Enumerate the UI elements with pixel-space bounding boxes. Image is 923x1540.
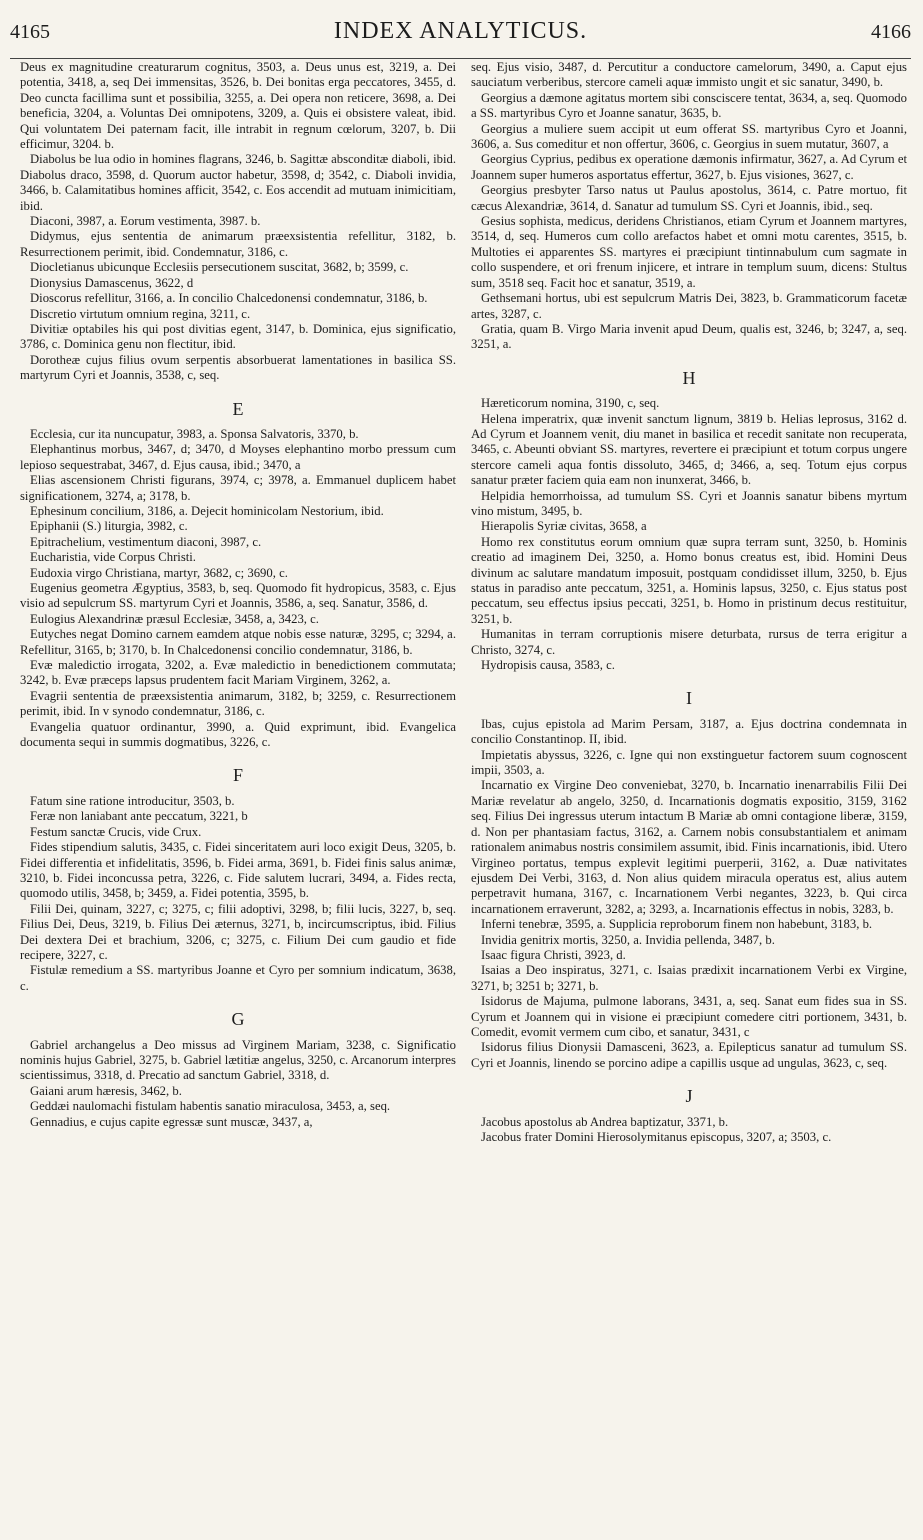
index-entry: Eudoxia virgo Christiana, martyr, 3682, c; 3690, c. xyxy=(30,565,288,580)
section-letter: E xyxy=(232,398,244,419)
index-entry: Deus ex magnitudine creaturarum cognitus, 3503, a. Deus unus est, 3219, a. Dei potentia, 3418, a, seq Dei immensitas, 3526, b. Dei bonitas erga peccatores, 3455, d. Deo cuncta facillima sunt et possibilia, 3255, a. Dei opera non reticere, 3698, a. Dei beneficia, 3204, a. Voluntas Dei omnipotens, 3209, a. Quis ei obsistere valeat, ibid. Qui voluntatem Dei paternam facit, ille intrabit in regnum cœlorum, 3207, b. Dii efficimur, 3204. b. xyxy=(20,60,456,152)
index-entry: Dorotheæ cujus filius ovum serpentis absorbuerat lamentationes in basilica SS. martyrum Cyri et Joannis, 3538, c, seq. xyxy=(20,352,456,383)
index-entry: Georgius a dæmone agitatus mortem sibi consciscere tentat, 3634, a, seq. Quomodo a SS. martyribus Cyro et Joanne sanatur, 3635, b. xyxy=(471,90,907,121)
section-letter: I xyxy=(686,688,692,709)
index-entry: Geddæi naulomachi fistulam habentis sanatio miraculosa, 3453, a, seq. xyxy=(30,1099,391,1114)
index-entry: Incarnatio ex Virgine Deo conveniebat, 3270, b. Incarnatio inenarrabilis Filii Dei Mariæ revelatur ab angelo, 3250, d. Incarnationis dogmatis expositio, 3159, 3162 seq. Filius Dei ingressus uterum intactum B Mariæ ab omni contagione liberæ, 3159, d. Non per phantasiam factus, 3162, a. Carnem nobis consubstantialem et animam rationalem animabus nostris consimilem assumit, ibid. Finis incarnationis, ibid. Utero Virgineo portatus, tempus explevit legitimi puerperii, 3162, a. Duæ nativitates ejusdem Dei Verbi, 3163, d. Non alius quidem miracula operatus est, alius autem perpetravit humana, 3167, c. Incarnationem Verbi negantes, 3223, b. Qui circa incarnationem erraverunt, 3282, a; 3293, a. Incarnationis effectus in nobis, 3283, b. xyxy=(471,778,907,916)
index-entry: Gethsemani hortus, ubi est sepulcrum Matris Dei, 3823, b. Grammaticorum facetæ artes, 3287, c. xyxy=(471,291,907,321)
index-entry: Epiphanii (S.) liturgia, 3982, c. xyxy=(30,519,188,534)
index-entry: Fistulæ remedium a SS. martyribus Joanne et Cyro per somnium indicatum, 3638, c. xyxy=(20,963,456,993)
index-entry: Georgius presbyter Tarso natus ut Paulus apostolus, 3614, c. Patre mortuo, fit cæcus Alexandriæ, 3614, d. Sanatur ad tumulum SS. Cyri et Joannis, ibid., seq. xyxy=(471,183,907,213)
index-entry: Elias ascensionem Christi figurans, 3974, c; 3978, a. Emmanuel duplicem habet significationem, 3274, a; 3178, b. xyxy=(20,473,456,503)
index-entry: Impietatis abyssus, 3226, c. Igne qui non exstinguetur factorem suum cognoscent impii, 3503, a. xyxy=(471,747,907,778)
section-letter: H xyxy=(682,367,696,388)
index-entry: Isaac figura Christi, 3923, d. xyxy=(481,947,626,962)
index-entry: Hierapolis Syriæ civitas, 3658, a xyxy=(481,519,647,534)
index-entry: Helena imperatrix, quæ invenit sanctum lignum, 3819 b. Helias leprosus, 3162 d. Ad Cyrum et Joannem venit, diu manet in basilica et recedit sanitate non recuperata, 3465, c. Abeunti obviant SS. martyres, revertere ei præcipiunt et totum corpus ungere stercore cameli aqua fontis dissoluto, 3465, d; 3466, a, seq. Totum ejus corpus sanatur præter faciem quia eam non inunxerat, 3466, b. xyxy=(471,411,907,488)
index-entry: Feræ non laniabant ante peccatum, 3221, b xyxy=(30,809,248,824)
index-entry: Homo rex constitutus eorum omnium quæ supra terram sunt, 3250, b. Hominis creatio ad imaginem Dei, 3250, a. Homo bonus creatus est, ibid. Homini Deus divinum ac salutare mandatum imposuit, postquam condidisset illum, 3250, b. Ejus status in paradiso ante peccatum, 3251, a. Hominis lapsus, 3250, c. Ejus status post peccatum, seu effectus ipsius peccati, 3251, b. Homo in pristinum decus restituitur, 3251, b. xyxy=(471,534,907,626)
index-entry: Eucharistia, vide Corpus Christi. xyxy=(30,550,196,565)
index-entry: Gratia, quam B. Virgo Maria invenit apud Deum, qualis est, 3246, b; 3247, a, seq. 3251, a. xyxy=(471,321,907,352)
index-entry: Epitrachelium, vestimentum diaconi, 3987, c. xyxy=(30,534,262,549)
index-entry: Humanitas in terram corruptionis misere deturbata, rursus de terra erigitur a Christo, 3274, c. xyxy=(471,627,907,657)
index-column-right xyxy=(471,60,907,1145)
index-entry: Diaconi, 3987, a. Eorum vestimenta, 3987. b. xyxy=(30,214,261,229)
section-letter: J xyxy=(685,1086,693,1107)
index-entry: Eutyches negat Domino carnem eamdem atque nobis esse naturæ, 3295, c; 3294, a. Refellitur, 3165, b; 3170, b. In Chalcedonensi concilio condemnatur, 3186, b. xyxy=(20,627,456,657)
index-column-left xyxy=(20,60,456,1130)
index-entry: Discretio virtutum omnium regina, 3211, c. xyxy=(30,306,251,321)
running-title: INDEX ANALYTICUS. xyxy=(333,18,588,44)
index-entry: Evagrii sententia de præexsistentia animarum, 3182, b; 3259, c. Resurrectionem perimit, ibid. In v synodo condemnatur, 3186, c. xyxy=(20,688,456,719)
index-entry: Diabolus be lua odio in homines flagrans, 3246, b. Sagittæ absconditæ diaboli, ibid. Diabolus draco, 3598, d. Quorum auctor habetur, 3598, d; 3542, c. Diaboli invidia, 3466, b. Calamitatibus homines afficit, 3542, c. Eos accendit ad mutuam inimicitiam, ibid. xyxy=(20,152,456,213)
index-entry: Hæreticorum nomina, 3190, c, seq. xyxy=(481,396,660,411)
section-letter: F xyxy=(232,765,243,786)
index-entry: Dionysius Damascenus, 3622, d xyxy=(30,275,194,290)
index-entry: Elephantinus morbus, 3467, d; 3470, d Moyses elephantino morbo pressum cum lepioso sequestrabat, 3467, d. Ejus causa, ibid.; 3470, a xyxy=(20,442,456,472)
index-entry: Eugenius geometra Ægyptius, 3583, b, seq. Quomodo fit hydropicus, 3583, c. Ejus visio ad sepulcrum SS. martyrum Cyri et Joannis, 3586, a, seq. Sanatur, 3586, d. xyxy=(20,581,456,611)
index-entry: Inferni tenebræ, 3595, a. Supplicia reproborum finem non habebunt, 3183, b. xyxy=(481,917,873,932)
index-entry: Georgius a muliere suem accipit ut eum offerat SS. martyribus Cyro et Joanni, 3606, a. Sus comeditur et non offertur, 3606, c. Georgius in suem mutatur, 3607, a xyxy=(471,121,907,152)
index-entry: Divitiæ optabiles his qui post divitias egent, 3147, b. Dominica, ejus significatio, 3786, c. Dominica genu non flectitur, ibid. xyxy=(20,321,456,352)
index-entry: Ephesinum concilium, 3186, a. Dejecit hominicolam Nestorium, ibid. xyxy=(30,503,384,518)
index-entry: Helpidia hemorrhoissa, ad tumulum SS. Cyri et Joannis sanatur bibens myrtum vino mistum, 3495, b. xyxy=(471,488,907,518)
index-entry: Filii Dei, quinam, 3227, c; 3275, c; filii adoptivi, 3298, b; filii lucis, 3227, b, seq. Filius Dei, Deus, 3219, b. Filius Dei æternus, 3271, b, incircumscriptus, ibid. Filius Dei dextera Dei et brachium, 3206, c; 3275, c. Filium Dei cum gaudio et fide recipere, 3227, c. xyxy=(20,901,456,962)
index-entry: Hydropisis causa, 3583, c. xyxy=(481,658,615,673)
index-entry: Isidorus filius Dionysii Damasceni, 3623, a. Epilepticus sanatur ad tumulum SS. Cyri et Joannis, linendo se porcino adipe a capillis usque ad ungulas, 3623, c, seq. xyxy=(471,1040,907,1070)
index-entry: Fides stipendium salutis, 3435, c. Fidei sinceritatem auri loco exigit Deus, 3205, b. Fidei differentia et infidelitatis, 3596, b. Fidei arma, 3691, b. Fidei finis salus animæ, 3210, b. Fidei inconcussa petra, 3226, c. Fide salutem lucrari, 3494, a. Fides recta, quomodo utilis, 3458, b; 3459, a. Fidei potentia, 3595, b. xyxy=(20,840,456,901)
index-entry: Gaiani arum hæresis, 3462, b. xyxy=(30,1083,182,1098)
index-entry: Isidorus de Majuma, pulmone laborans, 3431, a, seq. Sanat eum fides sua in SS. Cyrum et Joannem qui in visione ei præcipiunt comedere citri portionem, 3431, b. Comedit, evomit vermem cum cibo, et sanatur, 3431, c xyxy=(471,994,907,1039)
index-entry: Gesius sophista, medicus, deridens Christianos, etiam Cyrum et Joannem martyres, 3514, d, seq. Humeros cum collo arefactos habet et omni motu carentes, 3515, b. Multoties ei apparentes SS. martyres ei præcipiunt tintinnabulum cum sagmate in collo suspendere, et ori frenum injicere, et intrare in templum suum, dicens: Stultus sum, 3518 seq. Facit hoc et sanatur, 3519, a. xyxy=(471,214,907,290)
index-entry: Eulogius Alexandrinæ præsul Ecclesiæ, 3458, a, 3423, c. xyxy=(30,611,319,626)
index-entry: Ecclesia, cur ita nuncupatur, 3983, a. Sponsa Salvatoris, 3370, b. xyxy=(30,426,359,441)
page-header xyxy=(10,18,911,59)
index-entry: Ibas, cujus epistola ad Marim Persam, 3187, a. Ejus doctrina condemnata in concilio Constantinop. II, ibid. xyxy=(471,716,907,747)
index-entry: Evæ maledictio irrogata, 3202, a. Evæ maledictio in benedictionem commutata; 3242, b. Evæ præceps lapsus prudentem facit Mariam Virginem, 3262, a. xyxy=(20,658,456,688)
page-number-left: 4165 xyxy=(10,21,50,43)
index-entry: Evangelia quatuor ordinantur, 3990, a. Quid exprimunt, ibid. Evangelica documenta sequi in summis dogmatibus, 3226, c. xyxy=(20,719,456,750)
index-entry: Georgius Cyprius, pedibus ex operatione dæmonis infirmatur, 3627, a. Ad Cyrum et Joannem super humeros asportatus effertur, 3627, b. Ejus visiones, 3627, c. xyxy=(471,152,907,182)
index-entry: Festum sanctæ Crucis, vide Crux. xyxy=(30,824,202,839)
index-entry: Invidia genitrix mortis, 3250, a. Invidia pellenda, 3487, b. xyxy=(481,932,775,947)
index-entry: Gabriel archangelus a Deo missus ad Virginem Mariam, 3238, c. Significatio nominis hujus Gabriel, 3275, b. Gabriel lætitiæ angelus, 3250, c. Arcanorum interpres scientissimus, 3318, d. Precatio ad sanctum Gabriel, 3318, d. xyxy=(20,1037,456,1083)
index-entry: Jacobus frater Domini Hierosolymitanus episcopus, 3207, a; 3503, c. xyxy=(481,1130,832,1144)
index-entry: Didymus, ejus sententia de animarum præexsistentia refellitur, 3182, b. Resurrectionem perimit, ibid. Condemnatur, 3186, c. xyxy=(20,229,456,259)
index-entry: seq. Ejus visio, 3487, d. Percutitur a conductore camelorum, 3490, a. Caput ejus sauciatum verberibus, stercore cameli aquæ immisto ungit et sic sanatur, 3490, b. xyxy=(471,60,907,90)
index-entry: Fatum sine ratione introducitur, 3503, b. xyxy=(30,793,235,808)
index-entry: Gennadius, e cujus capite egressæ sunt muscæ, 3437, a, xyxy=(30,1114,313,1129)
index-entry: Jacobus apostolus ab Andrea baptizatur, 3371, b. xyxy=(481,1114,729,1129)
index-entry: Dioscorus refellitur, 3166, a. In concilio Chalcedonensi condemnatur, 3186, b. xyxy=(30,291,428,306)
page-number-right: 4166 xyxy=(871,21,911,43)
section-letter: G xyxy=(231,1009,245,1030)
index-entry: Isaias a Deo inspiratus, 3271, c. Isaias prædixit incarnationem Verbi ex Virgine, 3271, b; 3251 b; 3271, b. xyxy=(471,963,907,993)
index-entry: Diocletianus ubicunque Ecclesiis persecutionem suscitat, 3682, b; 3599, c. xyxy=(30,260,409,275)
